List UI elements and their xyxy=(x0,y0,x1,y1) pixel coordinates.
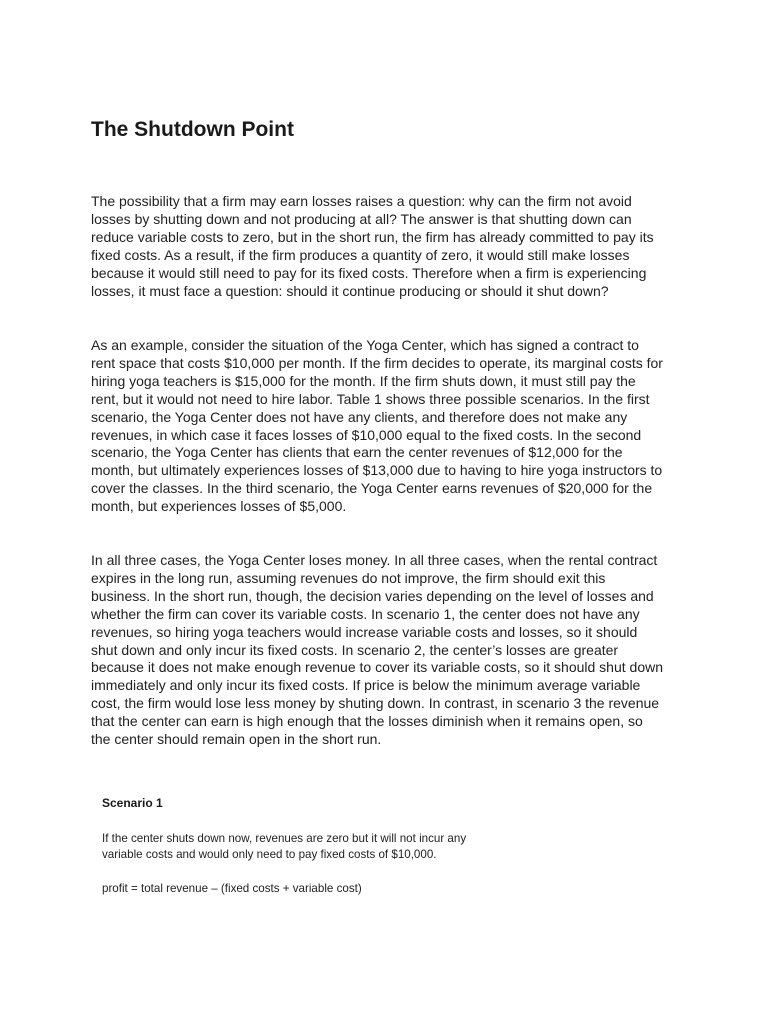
scenario-description: If the center shuts down now, revenues are zero but it will not incur any variable costs and would only need to pay fixed costs of $10,000. xyxy=(102,832,467,861)
paragraph-3: In all three cases, the Yoga Center loses money. In all three cases, when the rental contract expires in the long run, assuming revenues do not improve, the firm should exit this business. In the short run, though, the decision varies depending on the level of losses and whether the firm can cover its variable costs. In scenario 1, the center does not have any revenues, so hiring yoga teachers would increase variable costs and losses, so it should shut down and only incur its fixed costs. In scenario 2, the center’s losses are greater because it does not make enough revenue to cover its variable costs, so it should shut down immediately and only incur its fixed costs. If price is below the minimum average variable cost, the firm would lose less money by shuting down. In contrast, in scenario 3 the revenue that the center can earn is high enough that the losses diminish when it remains open, so the center should remain open in the short run. xyxy=(91,552,664,748)
scenario-heading: Scenario 1 xyxy=(102,796,163,810)
paragraph-1: The possibility that a firm may earn losses raises a question: why can the firm not avoid losses by shutting down and not producing at all? The answer is that shutting down can reduce variable costs to zero, but in the short run, the firm has already committed to pay its fixed costs. As a result, if the firm produces a quantity of zero, it would still make losses because it would still need to pay for its fixed costs. Therefore when a firm is experiencing losses, it must face a question: should it continue producing or should it shut down? xyxy=(91,193,654,299)
page-title: The Shutdown Point xyxy=(91,118,294,141)
paragraph-2: As an example, consider the situation of the Yoga Center, which has signed a contract to rent space that costs $10,000 per month. If the firm decides to operate, its marginal costs for hiring yoga teachers is $15,000 for the month. If the firm shuts down, it must still pay the rent, but it would not need to hire labor. Table 1 shows three possible scenarios. In the first scenario, the Yoga Center does not have any clients, and therefore does not make any revenues, in which case it faces losses of $10,000 equal to the fixed costs. In the second scenario, the Yoga Center has clients that earn the center revenues of $12,000 for the month, but ultimately experiences losses of $13,000 due to having to hire yoga instructors to cover the classes. In the third scenario, the Yoga Center earns revenues of $20,000 for the month, but experiences losses of $5,000. xyxy=(91,337,663,515)
scenario-formula: profit = total revenue – (fixed costs + variable cost) xyxy=(102,882,362,895)
